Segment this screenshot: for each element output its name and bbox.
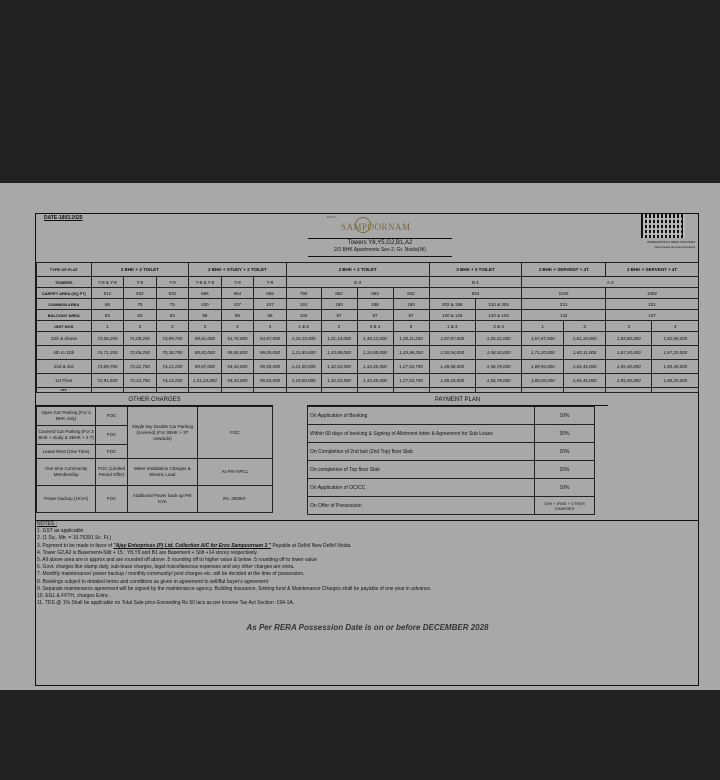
ppu-cell [564,388,606,393]
tower-cell: Y-8 & Y-9 [91,277,124,288]
charge-name: Single key Double Car Parking (covered) (For 3BHK + 3T onwards) [127,407,197,459]
plan-stage: On Application of Booking [308,407,535,425]
project-title [308,238,452,257]
plan-percent: 20% [535,443,595,461]
price-cell: 1,33,45,500 [357,360,393,374]
row-label: TYPE OF FLAT [37,263,92,277]
price-cell: 1,85,40,000 [652,360,699,374]
price-cell: 1,29,96,250 [393,346,429,360]
charge-value: FOC [96,426,128,445]
area-cell: 665 [189,288,222,299]
area-cell: 532 [124,288,157,299]
price-cell: 1,69,94,000 [522,360,564,374]
plan-percent: 10% [535,407,595,425]
plan-stage: On Offer of Possession [308,497,535,515]
unit-cell: 1 [91,321,124,332]
ppu-cell [475,388,521,393]
note-item: 11. TDS @ 1% Shall be applicable on Total Sale price Exceeding Rs 50 lacs as per Income Tax Act Section :194-1A. [37,600,295,607]
area-cell: 83 [91,310,124,321]
price-cell: 74,13,250 [156,374,189,388]
charge-name: Covered Car Parking (For 2 BHK + study & 3BHK + 2 T) [37,426,96,445]
charge-value: As Per NPCL [197,459,272,486]
price-cell: 72,91,500 [91,374,124,388]
towers-label: Towers Y8,Y5,G2,B1,A2 [347,240,413,246]
price-cell: 1,32,53,500 [321,374,357,388]
group-header: 2 BHK + STUDY + 2 TOILET [189,263,287,277]
area-cell: 97 [321,310,357,321]
area-cell: 83 [156,310,189,321]
plan-stage: On Completion of 2nd last (2nd Top) floor Slab [308,443,535,461]
area-cell: 98 [254,310,287,321]
group-header: 3 BHK + SERVENT + 4T [605,263,698,277]
area-cell: 532 [156,288,189,299]
ppu-cell [522,388,564,393]
area-cell: 83 [124,310,157,321]
row-label: TOWERS [37,277,92,288]
area-cell: 97 [393,310,429,321]
area-cell: 202 & 196 [429,299,475,310]
price-cell: 84,87,000 [254,332,287,346]
area-cell: 842 [393,288,429,299]
price-cell: 1,50,54,000 [429,346,475,360]
area-cell: 790 [286,288,321,299]
area-cell: 191 [286,299,321,310]
price-cell: 1,32,53,500 [321,360,357,374]
tower-cell: B-1 [429,277,522,288]
plan-percent: 30% [535,425,595,443]
unit-cell: 2 [124,321,157,332]
price-cell: 1,27,53,750 [393,360,429,374]
area-cell: 100 [189,299,222,310]
charge-name: Meter Installation Charges & Electric Load [127,459,197,486]
floor-label: 4th to 11th [37,346,92,360]
area-cell: 655 [254,288,287,299]
area-cell: 512 [91,288,124,299]
ppu-cell [156,388,189,393]
ppu-cell [254,388,287,393]
area-cell: 107 [254,299,287,310]
unit-cell: 2 & 4 [475,321,521,332]
price-cell: 1,56,78,000 [475,374,521,388]
unit-cell: 3 [189,321,222,332]
plan-stage: Within 60 days of booking & Signing of Allotment letter & Agreement for Sub Lease [308,425,535,443]
price-cell: 94,34,000 [221,360,254,374]
bank-account: "Ajay Enterprises (P) Ltd. Collection A/C for Eros Sampoornam 3 " [113,542,272,549]
logo-name: SAMPOORNAM [341,222,411,232]
price-cell: 1,87,87,000 [429,332,475,346]
area-cell: 104 [286,310,321,321]
area-cell: 68 [91,299,124,310]
price-cell: 1,58,34,000 [475,346,521,360]
area-cell: 120 & 126 [429,310,475,321]
price-cell: 1,19,60,000 [286,374,321,388]
area-cell: 98 [221,310,254,321]
price-cell: 88,81,000 [189,332,222,346]
area-cell: 853 [357,288,393,299]
charge-value: FOC [96,486,128,513]
ppu-cell [393,388,429,393]
charge-name: Additional Power back up Per KVA [127,486,197,513]
ppu-cell [189,388,222,393]
ppu-cell [286,388,321,393]
price-cell: 75,36,750 [156,346,189,360]
charge-value: FOC [96,407,128,426]
row-label: PPU [37,388,92,393]
charge-name: Lease Rent (One Time) [37,445,96,459]
price-cell: 1,80,03,000 [522,374,564,388]
price-cell: 73,89,750 [156,332,189,346]
area-cell: 1062 [605,288,698,299]
price-cell: 74,13,250 [156,360,189,374]
price-cell: 95,60,000 [221,346,254,360]
unit-cell: 2 [321,321,357,332]
price-cell: 89,87,000 [189,360,222,374]
price-cell: 95,93,000 [254,360,287,374]
group-header: 3 BHK + 2 TOILET [286,263,429,277]
price-cell: 1,55,22,000 [475,332,521,346]
price-cell: 1,64,45,000 [564,374,606,388]
price-cell: 1,21,50,000 [286,360,321,374]
area-cell: 188 [357,299,393,310]
unit-cell: 1 [522,321,564,332]
price-cell: 1,33,98,000 [321,346,357,360]
qr-code-icon [641,214,685,238]
charge-value: Rs. 25000/- [197,486,272,513]
area-cell: 654 [221,288,254,299]
rera-url: https://www.up-rera.in/projects [654,245,695,249]
price-cell: 72,22,750 [124,374,157,388]
plan-percent: 10% [535,479,595,497]
floor-label: 2nd & 3rd [37,360,92,374]
tower-cell: Y-8 & Y-9 [189,277,222,288]
project-label: 2/3 BHK Apartments Sec-2, Gr. Noida(W) [334,247,426,253]
price-cell: 1,83,60,000 [605,332,651,346]
area-cell: 924 [429,288,522,299]
price-cell: 1,58,34,000 [429,374,475,388]
charge-name: One time Community Membership [37,459,96,486]
price-cell: 96,09,000 [254,346,287,360]
row-label: CARPET AREA (SQ FT) [37,288,92,299]
area-cell: 190 [321,299,357,310]
price-cell: 95,93,000 [254,374,287,388]
note-item: 8. Bookings subject to detailed terms and conditions as given in agreement to sell/flat buyer's agreement [37,578,269,585]
note-item: 4. Tower G2,A2 is Basement+Stilt + 15 ; Y8,Y9 and B1 are Basement + Stilt +14 storey respectively. [37,549,258,556]
area-cell: 120 & 125 [475,310,521,321]
other-charges-table [36,406,273,513]
area-cell: 231 [522,299,606,310]
ppu-cell [221,388,254,393]
payment-plan-table [307,406,595,515]
area-cell: 862 [321,288,357,299]
floor-label: 1st Floor [37,374,92,388]
price-cell: 1,87,20,000 [652,346,699,360]
tower-cell: Y-9 [254,277,287,288]
group-header: 3 BHK + SERVENT + 4T [522,263,606,277]
price-cell: 1,61,18,000 [564,332,606,346]
brand-logo [327,215,417,237]
price-cell: 1,48,98,000 [429,360,475,374]
logo-tag: EROS [327,215,336,219]
area-cell: 98 [189,310,222,321]
price-cell: 1,30,12,000 [357,332,393,346]
area-cell: 107 [221,299,254,310]
tower-cell: A-2 [522,277,699,288]
rera-info [625,240,695,250]
area-cell: 132 [522,310,606,321]
price-cell: 73,06,250 [91,332,124,346]
charge-value: FOC (Limited Period Offer) [96,459,128,486]
ppu-cell [321,388,357,393]
area-cell: 210 & 204 [475,299,521,310]
price-cell: 1,67,67,500 [522,332,564,346]
price-cell: 85,92,000 [189,346,222,360]
note-item-payment [37,543,677,550]
note-item: 2. (1 Sq.. Mtr. = 10.76391 Sc. Ft.) [37,535,112,542]
ppu-cell [605,388,651,393]
price-cell: 1,27,53,750 [393,374,429,388]
ppu-cell [91,388,124,393]
price-cell: 1,34,89,000 [357,346,393,360]
price-cell: 1,56,78,000 [475,360,521,374]
row-label: COMMON AREA [37,299,92,310]
note-item: 10. EGL & FFTH, charges Extra . [37,593,111,600]
price-cell: 72,22,750 [124,360,157,374]
notes-title: NOTES : [37,521,58,527]
possession-date: As Per RERA Possession Date is on or before DECEMBER 2028 [246,623,489,632]
price-cell: 1,01,23,000 [189,374,222,388]
unit-cell: 3 [605,321,651,332]
area-cell: 75 [156,299,189,310]
group-header: 2 BHK + 2 TOILET [91,263,189,277]
unit-cell: 2 [564,321,606,332]
unit-cell: 1 & 3 [429,321,475,332]
price-cell: 73,89,750 [91,360,124,374]
unit-cell: 3 & 4 [357,321,393,332]
note-text: Payable at Delhi/ New Delhi/ Noida. [271,542,352,549]
plan-percent: 10% + IFMS + OTHER CHARGES [535,497,595,515]
note-item: 6. Govt. charges like stamp duty, sub-lease charges, legal miscellaneous expenses and any other charges are extra. [37,564,295,571]
row-label: UNIT NOS [37,321,92,332]
price-cell: 94,34,000 [221,374,254,388]
price-cell: 74,71,250 [91,346,124,360]
price-table [36,262,699,393]
charge-value: FOC [96,445,128,459]
price-cell: 1,64,45,000 [564,360,606,374]
price-cell: 1,31,10,000 [321,332,357,346]
other-charges-title: OTHER CHARGES [36,396,273,406]
unit-cell: 4 [254,321,287,332]
charge-name: Power backup (1KVA) [37,486,96,513]
price-cell: 72,06,250 [124,346,157,360]
tower-cell: Y-8 [221,277,254,288]
plan-stage: On completion of Top floor Slab [308,461,535,479]
note-item: 1. GST as applicable [37,528,84,535]
floor-label: 11th & Above [37,332,92,346]
area-cell: 97 [357,310,393,321]
ppu-cell [652,388,699,393]
price-cell: 1,26,11,250 [393,332,429,346]
price-cell: 1,71,20,000 [522,346,564,360]
price-cell: 1,85,40,000 [605,360,651,374]
unit-cell: 2 [156,321,189,332]
price-cell: 1,82,60,000 [652,332,699,346]
charge-name: Open Car Parking (For 2 BHK only) [37,407,96,426]
area-cell: 231 [605,299,698,310]
price-cell: 1,20,15,000 [286,332,321,346]
price-cell: 1,33,45,500 [357,374,393,388]
price-cell: 91,78,000 [221,332,254,346]
unit-cell: 5 [393,321,429,332]
group-header: 3 BHK + 3 TOILET [429,263,522,277]
sheet-date: DATE-1803.2025 [44,215,83,221]
ppu-cell [357,388,393,393]
area-cell: 75 [124,299,157,310]
unit-cell: 4 [221,321,254,332]
row-label: BALCONY AREA [37,310,92,321]
ppu-cell [124,388,157,393]
price-cell: 1,86,20,000 [652,374,699,388]
note-item: 5. All above area are in approx and are rounded off above .5 rounding off to higher value & below .5 rounding off to lower value [37,557,317,564]
ppu-cell [429,388,475,393]
rera-number: UPRERAPRJ214 RERA 16/07/2024 [646,240,695,244]
area-cell: 1044 [522,288,606,299]
note-text: 3. Payment to be made in favor of [37,542,114,549]
tower-cell: Y-9 [156,277,189,288]
price-cell: 1,65,11,000 [564,346,606,360]
plan-percent: 20% [535,461,595,479]
note-item: 9. Separate maintenance agreement will be signed by the maintenance agency. Building insurance, Sinking fund & Maintenance Charges shall be payable of one year in advance. [37,585,432,592]
payment-plan-title: PAYMENT PLAN [307,396,608,406]
price-cell: 1,87,20,000 [605,346,651,360]
note-item: 7. Monthly maintenance/ power backup / monthly community/ pool charges etc. will be decided at the time of possession. [37,571,305,578]
area-cell: 137 [605,310,698,321]
plan-stage: On Application of OC/CC [308,479,535,497]
tower-cell: G-2 [286,277,429,288]
charge-value: FOC [197,407,272,459]
price-cell: 1,21,85,000 [286,346,321,360]
price-cell: 1,85,40,000 [605,374,651,388]
price-cell: 71,09,250 [124,332,157,346]
tower-cell: Y-8 [124,277,157,288]
unit-cell: 4 [652,321,699,332]
area-cell: 190 [393,299,429,310]
notes-section [37,521,677,607]
unit-cell: 1 & 6 [286,321,321,332]
